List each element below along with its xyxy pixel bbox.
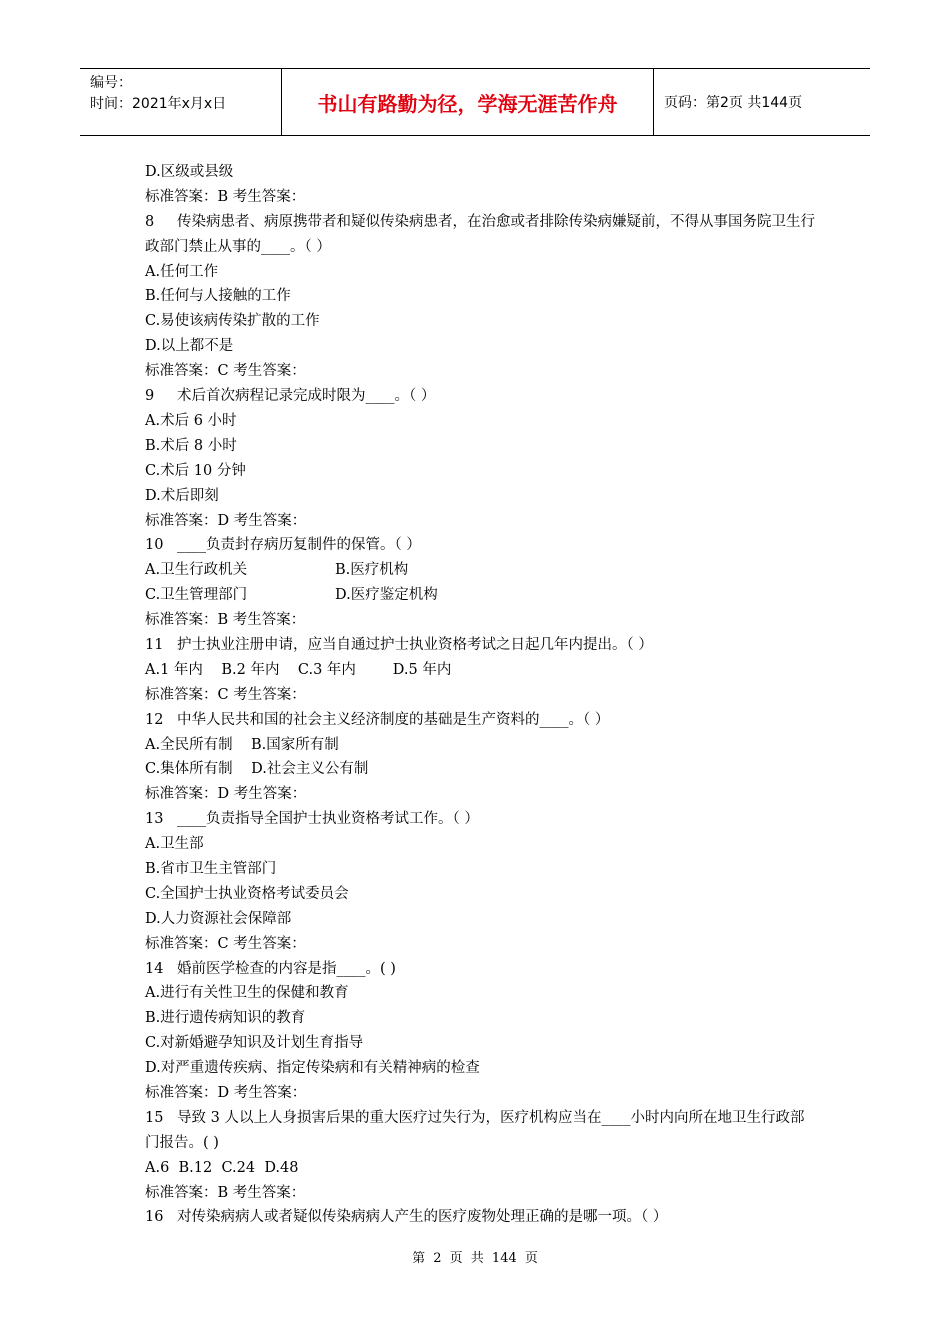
answer-line: 标准答案：B 考生答案： [145,188,306,205]
answer-line: 标准答案：B 考生答案： [145,612,306,629]
question-11 [145,633,815,658]
question-15 [145,1106,815,1156]
answer-line: 标准答案：D 考生答案： [145,786,307,803]
option-b: B.医疗机构 [335,562,409,579]
answer-line: 标准答案：B 考生答案： [145,1184,306,1201]
question-9 [145,384,815,409]
question-number: 9 [145,388,155,405]
question-text: 中华人民共和国的社会主义经济制度的基础是生产资料的____。（ ） [177,711,610,728]
option-line: C.对新婚避孕知识及计划生育指导 [145,1035,364,1052]
document-date: 时间：2021年x月x日 [90,96,227,112]
answer-line: 标准答案：C 考生答案： [145,363,306,380]
answer-line: 标准答案：C 考生答案： [145,686,306,703]
option-line: B.任何与人接触的工作 [145,288,291,305]
question-number: 10 [145,537,164,554]
question-number: 15 [145,1109,164,1126]
question-text: 导致 3 人以上人身损害后果的重大医疗过失行为，医疗机构应当在____小时内向所在地卫生行政部门报告。( ) [145,1109,805,1151]
question-number: 13 [145,811,164,828]
question-text: 护士执业注册申请，应当自通过护士执业资格考试之日起几年内提出。（ ） [177,636,653,653]
question-8 [145,210,815,260]
question-number: 12 [145,711,164,728]
question-number: 11 [145,636,164,653]
answer-line: 标准答案：D 考生答案： [145,1084,307,1101]
option-line: D.区级或县级 [145,164,234,180]
question-number: 8 [145,213,155,230]
question-12 [145,708,815,733]
option-line: B.进行遗传病知识的教育 [145,1010,306,1027]
question-14 [145,957,815,982]
option-line: B.术后 8 小时 [145,437,237,454]
option-a: A.卫生行政机关 [145,562,248,579]
header-meta [80,69,282,135]
option-line: A.任何工作 [145,263,219,280]
page-header [80,68,870,136]
question-text: ____负责指导全国护士执业资格考试工作。（ ） [177,811,479,828]
option-line: A.1 年内 B.2 年内 C.3 年内 D.5 年内 [145,661,452,678]
question-text: 术后首次病程记录完成时限为____。（ ） [177,388,436,405]
option-line [145,558,815,583]
page-footer: 第 2 页 共 144 页 [412,1251,538,1266]
option-line: C.集体所有制 D.社会主义公有制 [145,761,369,778]
question-number: 14 [145,960,164,977]
answer-line: 标准答案：D 考生答案： [145,512,307,529]
question-10 [145,533,815,558]
option-line: B.省市卫生主管部门 [145,860,277,877]
option-c: C.卫生管理部门 [145,587,248,604]
answer-line: 标准答案：C 考生答案： [145,935,306,952]
option-line: D.术后即刻 [145,487,219,504]
question-number: 16 [145,1209,164,1226]
option-line: A.卫生部 [145,836,204,853]
option-line: D.对严重遗传疾病、指定传染病和有关精神病的检查 [145,1060,480,1077]
option-line: D.以上都不是 [145,338,234,355]
option-line: C.全国护士执业资格考试委员会 [145,885,349,902]
document-number-label: 编号： [90,75,132,91]
header-page-info: 页码：第2页 共144页 [664,95,803,111]
option-line: A.6 B.12 C.24 D.48 [145,1159,299,1176]
option-line: C.易使该病传染扩散的工作 [145,313,320,330]
option-line [145,583,815,608]
question-16 [145,1205,815,1230]
question-13 [145,807,815,832]
option-d: D.医疗鉴定机构 [335,587,438,604]
header-motto: 书山有路勤为径，学海无涯苦作舟 [282,69,654,135]
option-line: A.进行有关性卫生的保健和教育 [145,985,349,1002]
document-body [145,160,815,1230]
question-text: 婚前医学检查的内容是指____。( ) [177,960,396,977]
option-line: D.人力资源社会保障部 [145,910,292,927]
option-line: A.全民所有制 B.国家所有制 [145,736,339,753]
question-text: 对传染病病人或者疑似传染病病人产生的医疗废物处理正确的是哪一项。（ ） [177,1209,668,1226]
question-text: 传染病患者、病原携带者和疑似传染病患者，在治愈或者排除传染病嫌疑前，不得从事国务院卫生行政部门禁止从事的____。（ ） [145,213,815,255]
option-line: A.术后 6 小时 [145,412,237,429]
option-line: C.术后 10 分钟 [145,462,246,479]
question-text: ____负责封存病历复制件的保管。（ ） [177,537,421,554]
